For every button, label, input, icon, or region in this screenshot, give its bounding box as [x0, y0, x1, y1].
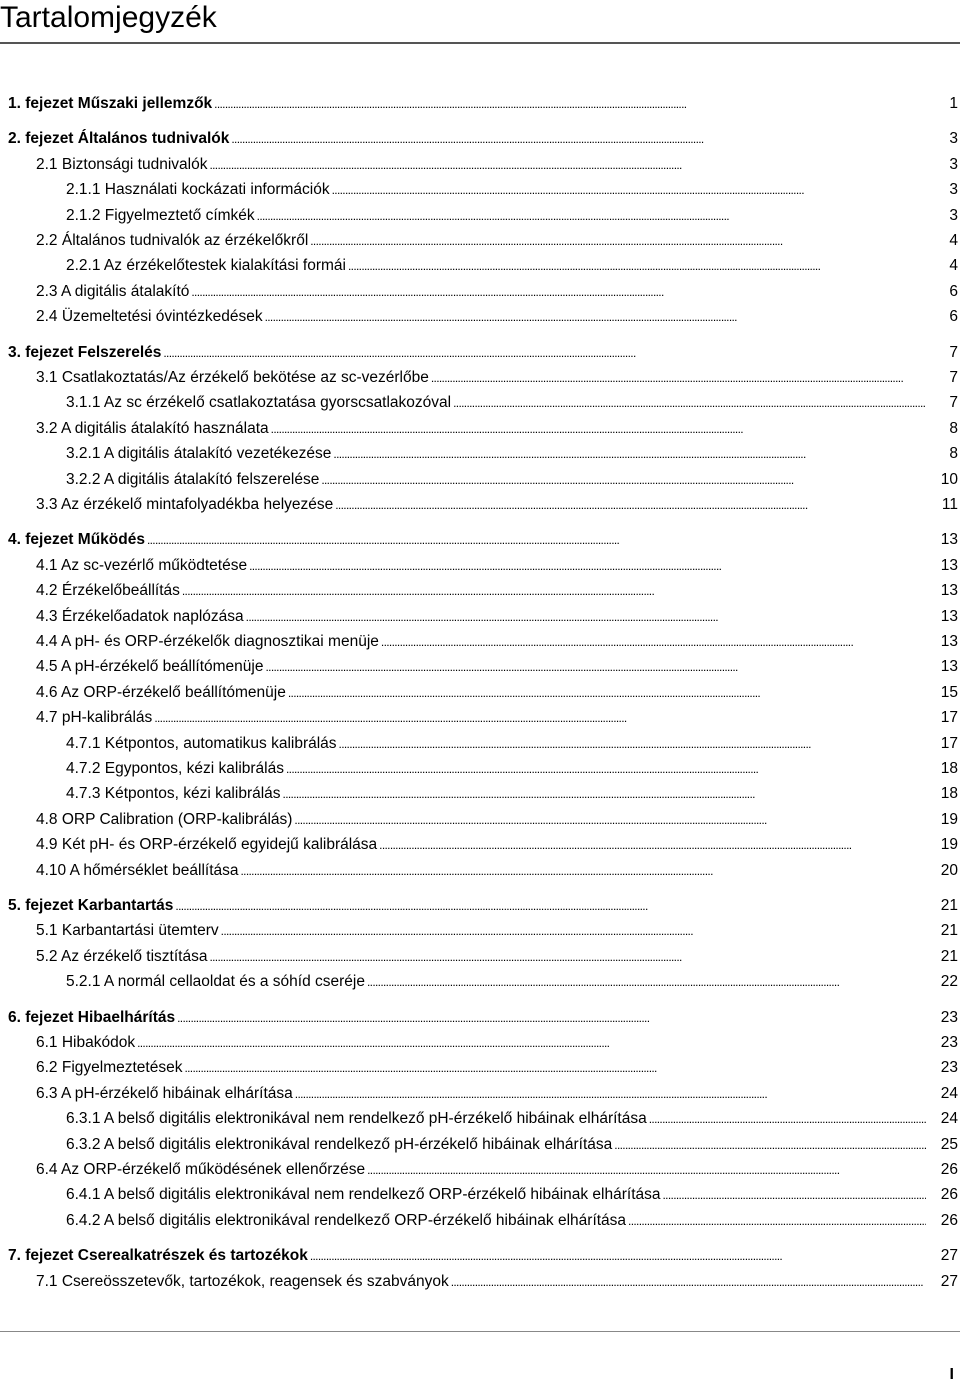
toc-section-entry[interactable] [36, 1158, 958, 1182]
toc-entry-label: 3.3 Az érzékelő mintafolyadékba helyezése [36, 496, 334, 513]
toc-chapter-entry[interactable] [8, 92, 958, 116]
dot-leader [379, 833, 926, 857]
toc-entry-page-number: 25 [940, 1135, 958, 1153]
toc-section-entry[interactable] [36, 305, 958, 329]
toc-entry-page-number: 3 [949, 206, 958, 224]
dot-leader [214, 92, 926, 116]
toc-entry-label: 5.1 Karbantartási ütemterv [36, 922, 219, 940]
toc-chapter-entry[interactable] [8, 127, 958, 151]
toc-entry-page-number: 13 [940, 531, 958, 549]
toc-entry-label: 4. fejezet Működés [8, 531, 145, 549]
toc-section-entry[interactable] [36, 366, 958, 390]
toc-entry-page-number: 26 [940, 1161, 958, 1178]
toc-entry-page-number: 21 [940, 922, 958, 940]
toc-entry-page-number: 19 [940, 836, 958, 854]
toc-entry-page-number: 13 [940, 658, 958, 676]
dot-leader [209, 153, 926, 177]
toc-entry-page-number: 26 [940, 1211, 958, 1229]
toc-section-entry[interactable] [66, 757, 958, 781]
toc-chapter-entry[interactable] [8, 1006, 958, 1030]
toc-section-entry[interactable] [66, 1107, 958, 1131]
toc-entry-label: 4.6 Az ORP-érzékelő beállítómenüje [36, 683, 286, 701]
toc-entry-page-number: 27 [940, 1272, 958, 1290]
toc-section-entry[interactable] [66, 178, 958, 202]
toc-section-entry[interactable] [66, 468, 958, 492]
dot-leader [348, 254, 926, 278]
toc-entry-page-number: 13 [940, 556, 958, 574]
toc-entry-label: 7.1 Csereösszetevők, tartozékok, reagensek és szabványok [36, 1272, 449, 1290]
toc-section-entry[interactable] [36, 493, 958, 517]
toc-entry-page-number: 7 [949, 369, 958, 386]
dot-leader [177, 1006, 926, 1030]
toc-entry-label: 6.3.1 A belső digitális elektronikával nem rendelkező pH-érzékelő hibáinak elhárítása [66, 1110, 647, 1128]
toc-entry-page-number: 13 [940, 633, 958, 650]
toc-entry-page-number: 13 [940, 582, 958, 600]
toc-entry-page-number: 3 [949, 130, 958, 148]
toc-section-entry[interactable] [66, 1209, 958, 1233]
toc-entry-page-number: 1 [949, 95, 958, 112]
dot-leader [137, 1031, 926, 1055]
toc-section-entry[interactable] [36, 681, 958, 705]
dot-leader [333, 442, 926, 466]
toc-section-entry[interactable] [36, 945, 958, 969]
toc-entry-label: 6. fejezet Hibaelhárítás [8, 1008, 176, 1026]
toc-entry-page-number: 3 [949, 181, 958, 199]
dot-leader [175, 894, 926, 918]
toc-section-entry[interactable] [36, 1031, 958, 1055]
toc-entry-page-number: 22 [940, 973, 958, 991]
toc-entry-label: 3. fejezet Felszerelés [8, 343, 162, 361]
dot-leader [628, 1209, 926, 1233]
dot-leader [163, 341, 926, 365]
dot-leader [310, 229, 926, 253]
toc-entry-label: 6.2 Figyelmeztetések [36, 1059, 183, 1077]
toc-entry-label: 2.3 A digitális átalakító [36, 282, 190, 300]
toc-section-entry[interactable] [66, 391, 958, 415]
toc-entry-page-number: 27 [940, 1247, 958, 1265]
dot-leader [286, 757, 926, 781]
toc-entry-label: 4.5 A pH-érzékelő beállítómenüje [36, 658, 264, 676]
dot-leader [431, 366, 926, 390]
toc-entry-label: 3.1.1 Az sc érzékelő csatlakoztatása gyorscsatlakozóval [66, 394, 452, 412]
toc-entry-page-number: 13 [940, 607, 958, 625]
toc-section-entry[interactable] [36, 605, 958, 629]
toc-section-entry[interactable] [36, 554, 958, 578]
dot-leader [241, 859, 927, 883]
toc-section-entry[interactable] [36, 153, 958, 177]
toc-entry-label: 2.1.1 Használati kockázati információk [66, 181, 330, 199]
toc-entry-label: 6.4 Az ORP-érzékelő működésének ellenőrzése [36, 1161, 366, 1178]
toc-section-entry[interactable] [36, 630, 958, 654]
toc-entry-page-number: 8 [949, 419, 958, 437]
toc-entry-label: 6.3.2 A belső digitális elektronikával rendelkező pH-érzékelő hibáinak elhárítása [66, 1135, 613, 1153]
toc-entry-label: 4.8 ORP Calibration (ORP-kalibrálás) [36, 810, 293, 828]
toc-entry-label: 4.3 Érzékelőadatok naplózása [36, 607, 244, 625]
toc-entry-label: 6.4.2 A belső digitális elektronikával rendelkező ORP-érzékelő hibáinak elhárítása [66, 1211, 627, 1229]
toc-entry-page-number: 10 [940, 470, 958, 488]
toc-section-entry[interactable] [36, 579, 958, 603]
toc-section-entry[interactable] [36, 1082, 958, 1106]
toc-section-entry[interactable] [36, 808, 958, 832]
toc-entry-label: 4.4 A pH- és ORP-érzékelők diagnosztikai menüje [36, 633, 379, 650]
toc-entry-label: 1. fejezet Műszaki jellemzők [8, 95, 213, 112]
toc-section-entry[interactable] [36, 833, 958, 857]
dot-leader [367, 970, 926, 994]
toc-section-entry[interactable] [36, 280, 958, 304]
toc-entry-page-number: 21 [940, 947, 958, 965]
page-title: Tartalomjegyzék [0, 1, 217, 34]
dot-leader [335, 493, 926, 517]
toc-chapter-entry[interactable] [8, 894, 958, 918]
toc-section-entry[interactable] [66, 1133, 958, 1157]
toc-entry-label: 3.2.1 A digitális átalakító vezetékezése [66, 445, 332, 463]
dot-leader [265, 305, 926, 329]
toc-entry-label: 7. fejezet Cserealkatrészek és tartozékok [8, 1247, 308, 1265]
toc-entry-label: 2.4 Üzemeltetési óvintézkedések [36, 308, 263, 326]
toc-entry-label: 3.2.2 A digitális átalakító felszerelése [66, 470, 320, 488]
toc-entry-label: 4.7.1 Kétpontos, automatikus kalibrálás [66, 734, 337, 752]
toc-entry-page-number: 24 [940, 1084, 958, 1102]
dot-leader [257, 204, 926, 228]
footer-page-marker: I [949, 1366, 954, 1383]
dot-leader [147, 528, 926, 552]
dot-leader [265, 655, 926, 679]
toc-section-entry[interactable] [66, 442, 958, 466]
dot-leader [614, 1133, 926, 1157]
toc-entry-label: 4.10 A hőmérséklet beállítása [36, 861, 239, 879]
dot-leader [221, 919, 926, 943]
dot-leader [182, 579, 926, 603]
dot-leader [310, 1244, 926, 1268]
dot-leader [246, 605, 926, 629]
toc-entry-label: 4.7.3 Kétpontos, kézi kalibrálás [66, 785, 281, 803]
toc-section-entry[interactable] [66, 254, 958, 278]
toc-entry-label: 2.1.2 Figyelmeztető címkék [66, 206, 255, 224]
dot-leader [295, 1082, 926, 1106]
dot-leader [451, 1270, 926, 1294]
toc-entry-label: 4.7.2 Egypontos, kézi kalibrálás [66, 760, 284, 777]
toc-section-entry[interactable] [66, 782, 958, 806]
dot-leader [231, 127, 926, 151]
toc-entry-page-number: 4 [949, 232, 958, 249]
dot-leader [321, 468, 926, 492]
toc-entry-page-number: 23 [940, 1034, 958, 1051]
toc-section-entry[interactable] [36, 859, 958, 883]
dot-leader [283, 782, 926, 806]
dot-leader [184, 1056, 926, 1080]
toc-section-entry[interactable] [66, 204, 958, 228]
toc-entry-label: 4.1 Az sc-vezérlő működtetése [36, 556, 248, 574]
dot-leader [339, 732, 926, 756]
toc-entry-label: 2.2 Általános tudnivalók az érzékelőkről [36, 232, 309, 249]
dot-leader [453, 391, 926, 415]
dot-leader [367, 1158, 926, 1182]
toc-entry-label: 6.1 Hibakódok [36, 1034, 136, 1051]
dot-leader [271, 417, 926, 441]
toc-section-entry[interactable] [36, 1270, 958, 1294]
toc-entry-page-number: 23 [940, 1008, 958, 1026]
toc-section-entry[interactable] [36, 706, 958, 730]
toc-entry-label: 2.1 Biztonsági tudnivalók [36, 155, 208, 173]
toc-section-entry[interactable] [36, 655, 958, 679]
dot-leader [294, 808, 926, 832]
toc-chapter-entry[interactable] [8, 341, 958, 365]
toc-entry-label: 3.1 Csatlakoztatás/Az érzékelő bekötése az sc-vezérlőbe [36, 369, 429, 386]
toc-entry-label: 6.4.1 A belső digitális elektronikával nem rendelkező ORP-érzékelő hibáinak elhárítása [66, 1186, 661, 1204]
toc-entry-label: 4.9 Két pH- és ORP-érzékelő egyidejű kalibrálása [36, 836, 378, 854]
toc-entry-page-number: 4 [949, 257, 958, 275]
dot-leader [663, 1183, 926, 1207]
toc-entry-page-number: 6 [949, 308, 958, 326]
toc-section-entry[interactable] [66, 1183, 958, 1207]
dot-leader [154, 706, 926, 730]
footer-divider [0, 1331, 960, 1332]
toc-section-entry[interactable] [36, 417, 958, 441]
toc-entry-page-number: 7 [949, 394, 958, 412]
toc-entry-page-number: 18 [940, 760, 958, 777]
dot-leader [649, 1107, 926, 1131]
dot-leader [332, 178, 926, 202]
toc-entry-label: 4.2 Érzékelőbeállítás [36, 582, 180, 600]
dot-leader [381, 630, 926, 654]
toc-entry-label: 5. fejezet Karbantartás [8, 897, 174, 914]
toc-entry-page-number: 26 [940, 1186, 958, 1204]
toc-entry-label: 3.2 A digitális átalakító használata [36, 419, 269, 437]
toc-entry-label: 2. fejezet Általános tudnivalók [8, 130, 230, 148]
toc-section-entry[interactable] [66, 970, 958, 994]
toc-entry-page-number: 8 [949, 445, 958, 463]
toc-entry-page-number: 15 [940, 683, 958, 701]
toc-entry-label: 2.2.1 Az érzékelőtestek kialakítási formái [66, 257, 346, 275]
dot-leader [191, 280, 926, 304]
toc-section-entry[interactable] [36, 1056, 958, 1080]
toc-entry-page-number: 7 [949, 343, 958, 361]
toc-entry-label: 5.2 Az érzékelő tisztítása [36, 947, 208, 965]
dot-leader [288, 681, 926, 705]
dot-leader [249, 554, 926, 578]
toc-entry-page-number: 11 [941, 496, 958, 513]
toc-entry-label: 4.7 pH-kalibrálás [36, 709, 153, 727]
toc-section-entry[interactable] [66, 732, 958, 756]
toc-entry-page-number: 20 [940, 861, 958, 879]
toc-entry-page-number: 17 [940, 709, 958, 727]
toc-entry-page-number: 23 [940, 1059, 958, 1077]
toc-entry-page-number: 24 [940, 1110, 958, 1128]
dot-leader [209, 945, 926, 969]
toc-entry-page-number: 3 [949, 155, 958, 173]
toc-entry-label: 6.3 A pH-érzékelő hibáinak elhárítása [36, 1084, 293, 1102]
toc-entry-page-number: 17 [940, 734, 958, 752]
toc-section-entry[interactable] [36, 229, 958, 253]
toc-chapter-entry[interactable] [8, 528, 958, 552]
toc-section-entry[interactable] [36, 919, 958, 943]
toc-entry-page-number: 21 [940, 897, 958, 914]
toc-entry-page-number: 18 [940, 785, 958, 803]
toc-entry-page-number: 6 [949, 282, 958, 300]
toc-entry-page-number: 19 [940, 810, 958, 828]
toc-entry-label: 5.2.1 A normál cellaoldat és a sóhíd cseréje [66, 973, 365, 991]
toc-chapter-entry[interactable] [8, 1244, 958, 1268]
